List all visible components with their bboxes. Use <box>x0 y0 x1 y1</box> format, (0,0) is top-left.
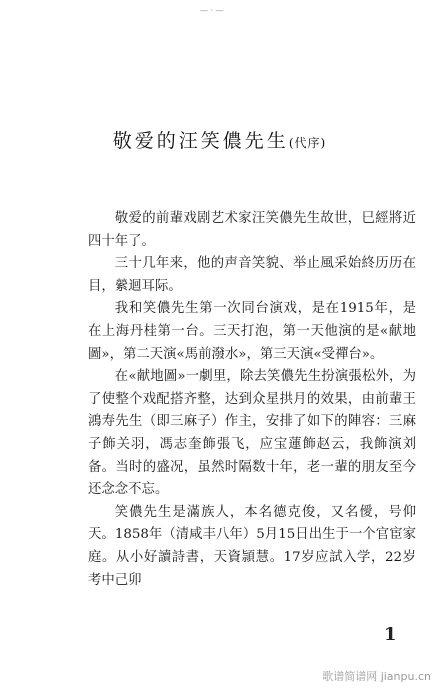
paragraph-4: 在«献地圖»一劇里，除去笑儂先生扮演張松外，为了使整个戏配搭齐整，达到众星拱月的效果，由前輩王鴻寿先生（即三麻子）作主，安排了如下的陣容：三麻子飾关羽，馮志奎飾張飞，应宝蓮飾赵云，我飾演刘备。当时的盛况，虽然时隔数十年，老一輩的朋友至今还念念不忘。 <box>88 369 416 498</box>
paragraph-1: 敬爱的前輩戏剧艺术家汪笑儂先生故世，巳經將近四十年了。 <box>88 211 416 249</box>
page-title <box>0 126 439 153</box>
title-sub: (代序) <box>288 136 327 150</box>
body-text <box>88 208 416 592</box>
page-number: 1 <box>384 624 397 645</box>
paragraph-5: 笑儂先生是滿族人，本名德克俊，又名僾，号仰天。1858年（清咸丰八年）5月15日出生于一个官宦家庭。从小好讀詩書，天資頴慧。17岁应試入学，22岁考中己卯 <box>88 504 416 588</box>
title-main: 敬爱的汪笑儂先生 <box>112 130 289 152</box>
header-mark: — · — <box>200 6 224 15</box>
paragraph-2: 三十几年来，他的声音笑貌、举止風采始終历历在目，縈迴耳际。 <box>88 256 416 294</box>
paragraph-3: 我和笑儂先生第一次同台演戏，是在1915年，是在上海丹桂第一台。三天打泡，第一天他演的是«献地圖»，第二天演«馬前潑水»，第三天演«受禪台»。 <box>88 301 416 362</box>
site-watermark: 歌谱简谱网 jianpu.cn <box>322 670 431 683</box>
